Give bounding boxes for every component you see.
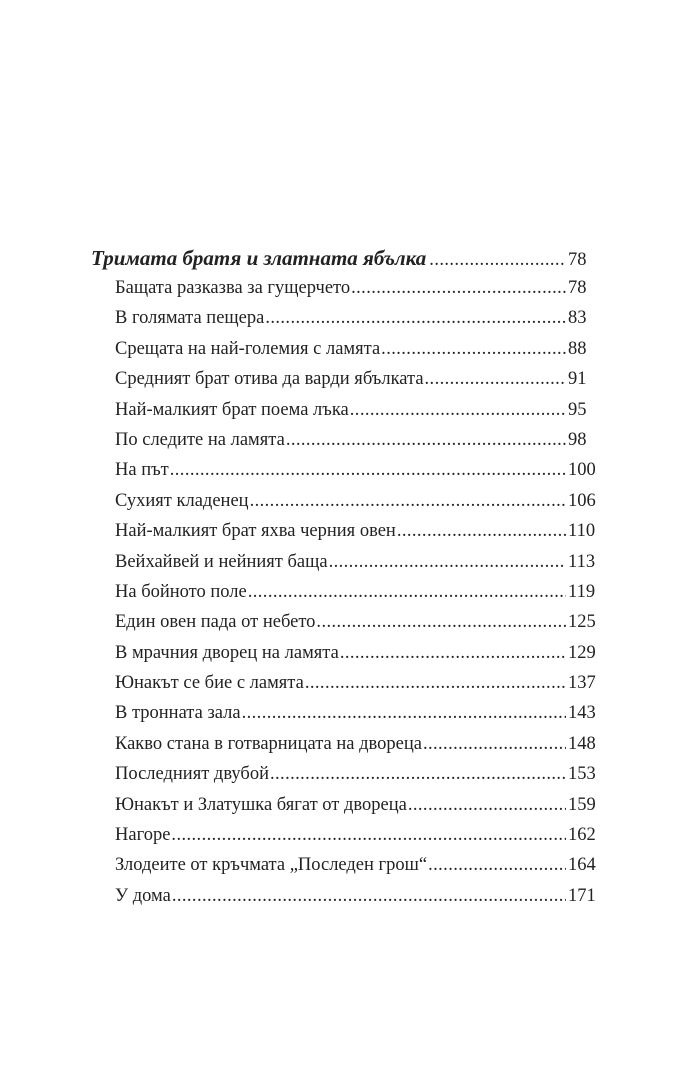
toc-entry-title: Най-малкият брат поема лъка	[115, 399, 349, 420]
toc-entry	[115, 547, 596, 577]
toc-entry-title: Нагоре	[115, 825, 171, 846]
toc-entry	[115, 486, 596, 516]
toc-entry-title: Срещата на най-големия с ламята	[115, 338, 381, 359]
toc-entry	[115, 881, 596, 911]
toc-entry-title: На бойното поле	[115, 581, 247, 602]
dot-leader	[172, 881, 566, 911]
toc-entry-title: Сухият кладенец	[115, 490, 249, 511]
dot-leader	[350, 395, 566, 425]
toc-entry-title: Бащата разказва за гущерчето	[115, 278, 351, 298]
dot-leader	[381, 334, 566, 364]
toc-entry	[115, 790, 596, 820]
toc-entry-page-number: 83	[568, 308, 587, 329]
toc-entry-page-number: 159	[568, 794, 596, 815]
toc-entry-page-number: 106	[568, 490, 596, 511]
dot-leader	[242, 698, 566, 728]
toc-entry-title: Юнакът се бие с ламята	[115, 673, 304, 694]
toc-entry	[115, 729, 596, 759]
toc-entry-title: Злодеите от кръчмата „Последен грош“	[115, 855, 428, 876]
toc-entry-title: Най-малкият брат яхва черния овен	[115, 521, 396, 542]
toc-entry-title: Един овен пада от небето	[115, 612, 316, 633]
toc-entry	[115, 577, 596, 607]
toc-entry	[115, 638, 596, 668]
toc-entry-page-number: 100	[568, 460, 596, 481]
toc-entry-page-number: 78	[568, 278, 587, 298]
toc-entry-title: В мрачния дворец на ламята	[115, 642, 339, 663]
toc-entry-title: В голямата пещера	[115, 308, 265, 329]
toc-entry-title: В тронната зала	[115, 703, 241, 724]
dot-leader	[270, 759, 566, 789]
toc-entry-page-number: 164	[568, 855, 596, 876]
toc-entry	[115, 364, 586, 394]
toc-entry	[115, 455, 596, 485]
dot-leader	[408, 790, 566, 820]
toc-section-heading	[91, 243, 586, 273]
toc-entry-page-number: 171	[568, 885, 596, 906]
dot-leader	[316, 607, 566, 637]
toc-entry-page-number: 98	[568, 429, 587, 450]
dot-leader	[305, 668, 566, 698]
dot-leader	[248, 577, 566, 607]
toc-entry-title: Юнакът и Златушка бягат от двореца	[115, 794, 407, 815]
toc-entry	[115, 698, 596, 728]
toc-entry-page-number: 113	[568, 551, 596, 572]
dot-leader	[265, 303, 566, 333]
toc-entry-page-number: 129	[568, 642, 596, 663]
dot-leader	[250, 486, 566, 516]
toc-entry-page-number: 153	[568, 764, 596, 785]
dot-leader	[340, 638, 566, 668]
toc-entry-title: Какво стана в готварницата на двореца	[115, 733, 422, 754]
toc-entry	[115, 425, 586, 455]
toc-entry-title: По следите на ламята	[115, 429, 285, 450]
toc-entry-title: У дома	[115, 885, 171, 906]
dot-leader	[351, 273, 566, 303]
dot-leader	[429, 245, 566, 275]
toc-entry	[115, 759, 596, 789]
toc-entry-page-number: 125	[568, 612, 596, 633]
toc-entry-page-number: 88	[568, 338, 587, 359]
dot-leader	[397, 516, 566, 546]
toc-entry-page-number: 143	[568, 703, 596, 724]
toc-entry-title: На път	[115, 460, 169, 481]
toc-entry	[115, 516, 596, 546]
toc-section-page-number: 78	[568, 250, 587, 270]
dot-leader	[329, 547, 566, 577]
toc-entry	[115, 850, 596, 880]
toc-section-title: Тримата братя и златната ябълка	[91, 246, 427, 270]
toc-entry-title: Вейхайвей и нейният баща	[115, 551, 328, 572]
toc-entry-page-number: 95	[568, 399, 587, 420]
dot-leader	[423, 729, 566, 759]
toc-entry-page-number: 162	[568, 825, 596, 846]
toc-entry	[115, 395, 586, 425]
dot-leader	[428, 850, 566, 880]
dot-leader	[425, 364, 566, 394]
dot-leader	[286, 425, 566, 455]
toc-entry-page-number: 91	[568, 369, 587, 390]
toc-entry-title: Средният брат отива да варди ябълката	[115, 369, 424, 390]
toc-entry-page-number: 148	[568, 733, 596, 754]
toc-entry	[115, 607, 596, 637]
table-of-contents	[91, 243, 596, 911]
toc-entry-page-number: 137	[568, 673, 596, 694]
toc-entry	[115, 820, 596, 850]
toc-entry	[115, 273, 586, 303]
dot-leader	[171, 820, 566, 850]
dot-leader	[170, 455, 566, 485]
toc-entry	[115, 303, 586, 333]
toc-entry	[115, 668, 596, 698]
toc-entry	[115, 334, 586, 364]
toc-entry-title: Последният двубой	[115, 764, 269, 785]
toc-entry-page-number: 110	[568, 521, 596, 542]
toc-entry-page-number: 119	[568, 581, 596, 602]
